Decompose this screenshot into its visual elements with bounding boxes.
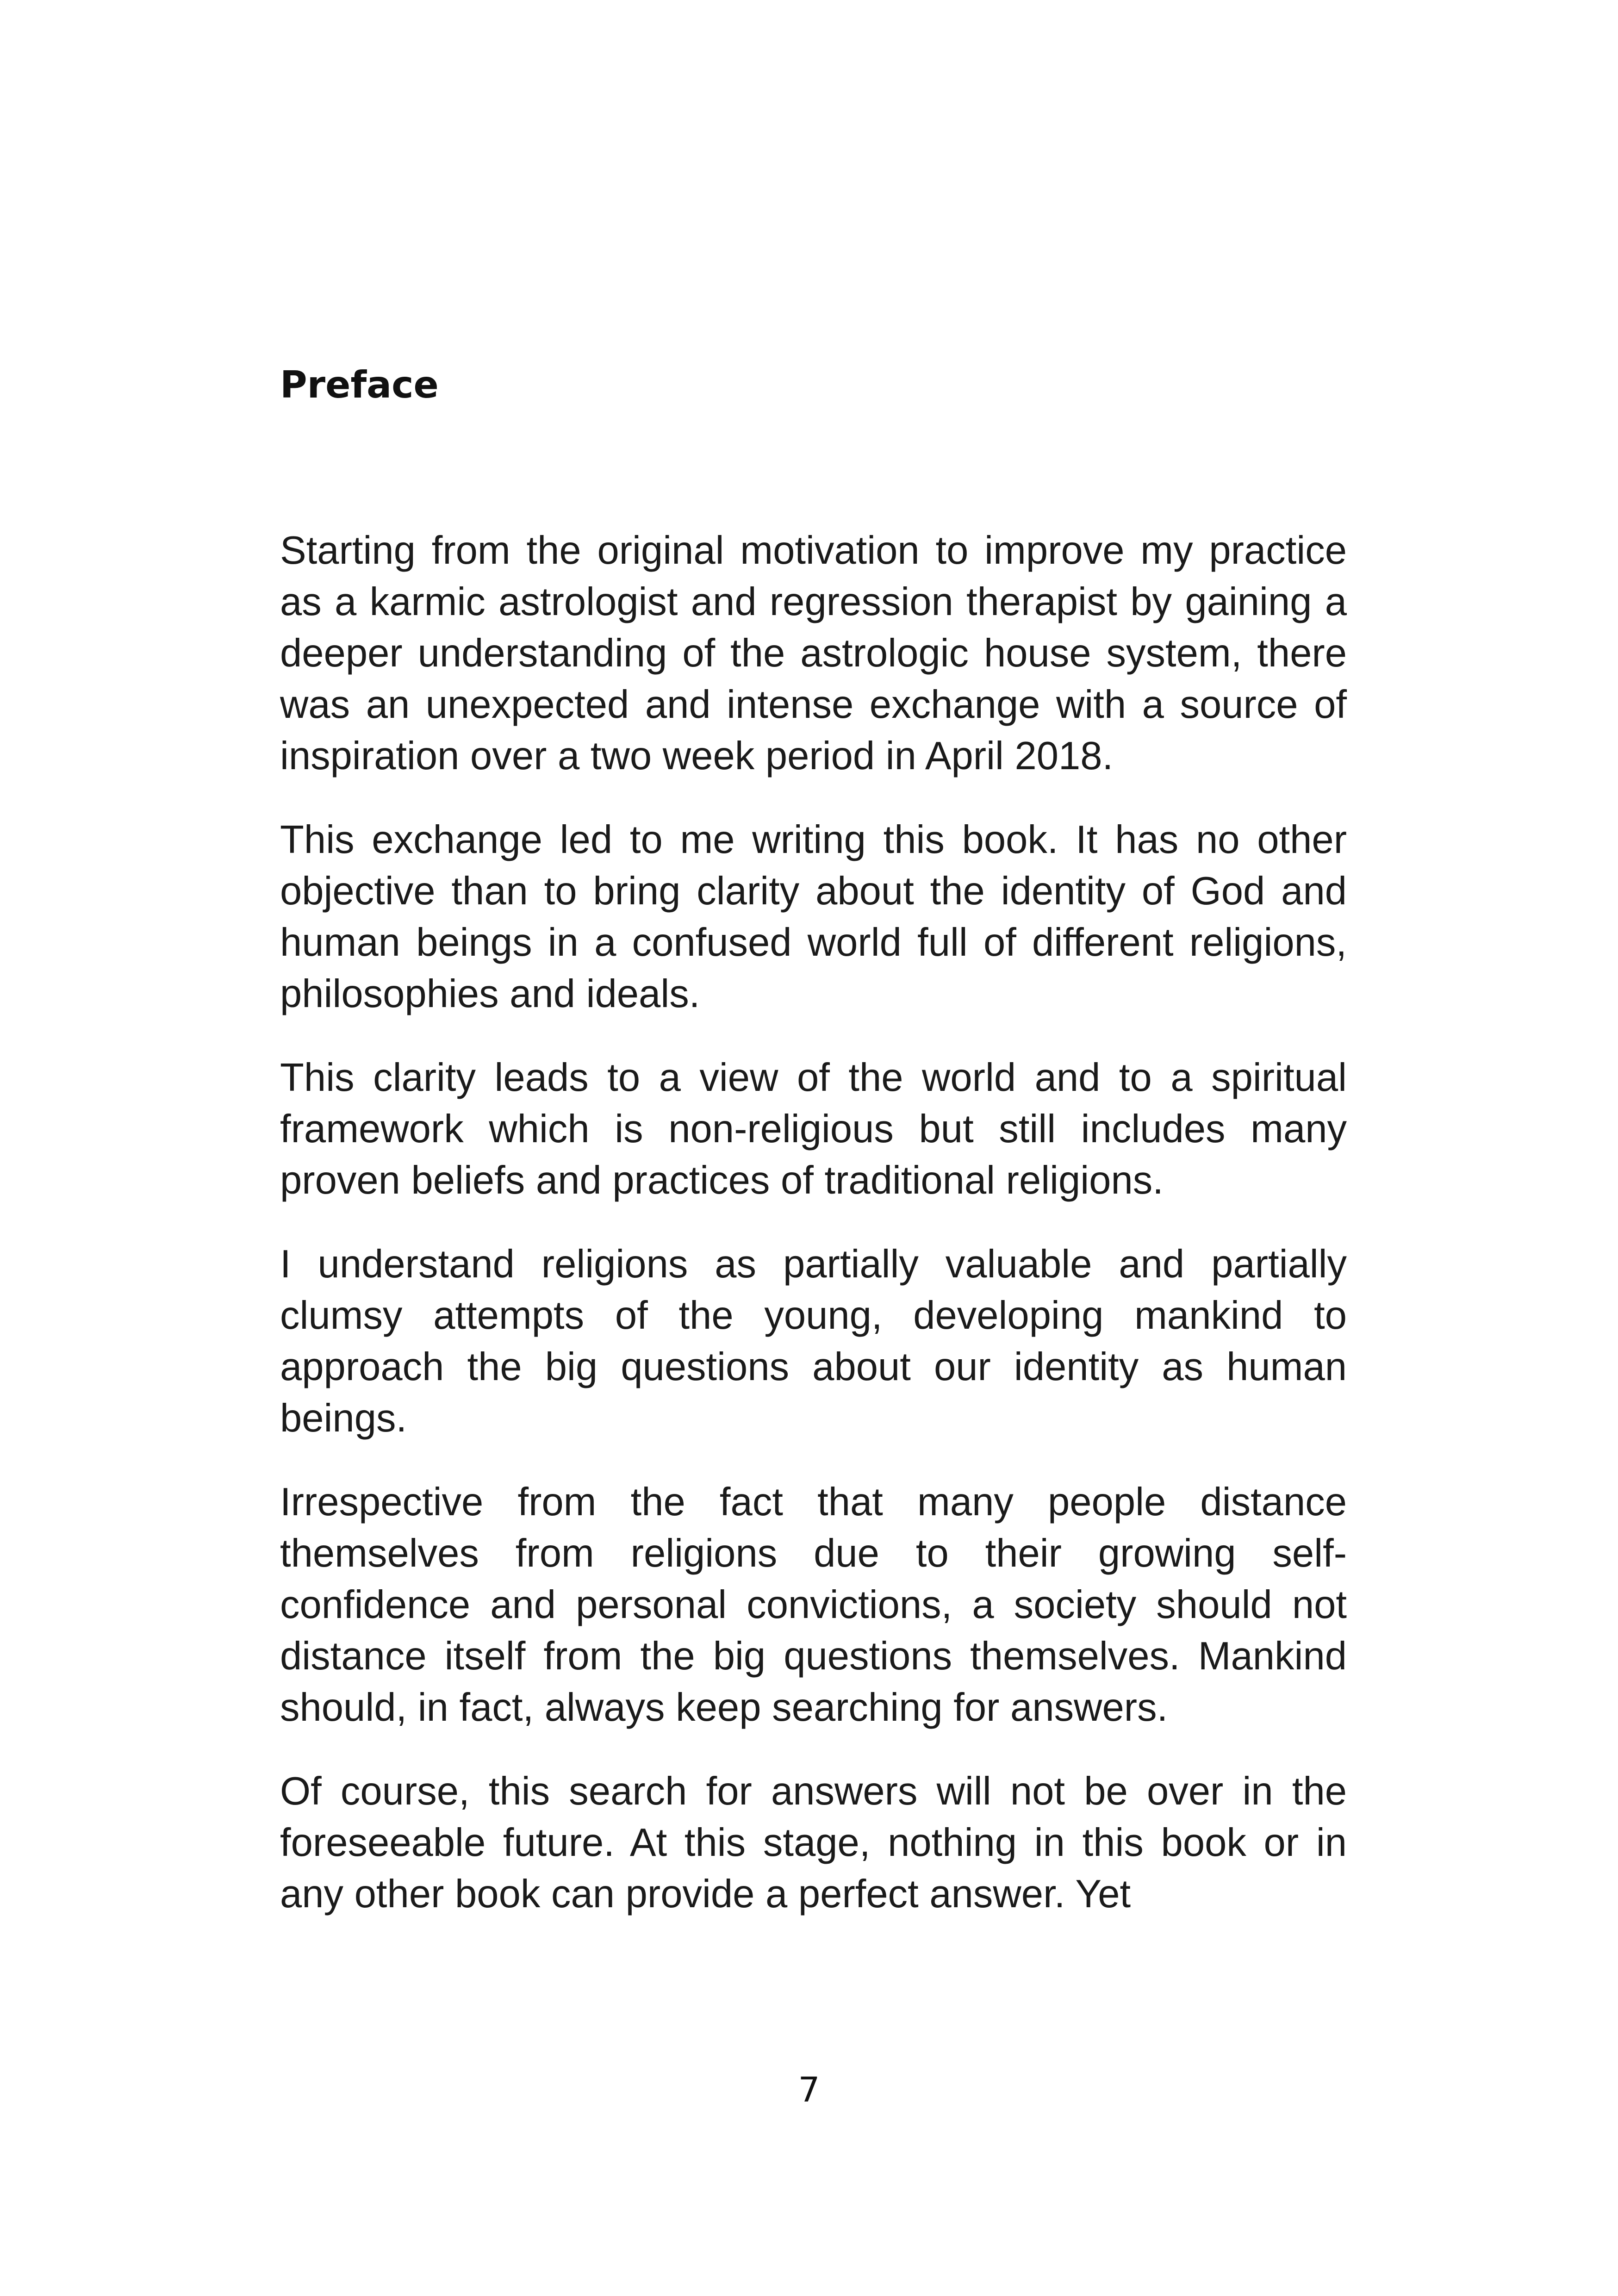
paragraph-5: Irrespective from the fact that many people distance themselves from religions due to their growing self-confidence and personal convictions, a society should not distance itself from the big questions themselves. Mankind should, in fact, always keep searching for answers. bbox=[280, 1480, 1347, 1730]
paragraph-6: Of course, this search for answers will not be over in the foreseeable future. At this stage, nothing in this book or in any other book can provide a perfect answer. Yet bbox=[280, 1769, 1347, 1916]
paragraph-3: This clarity leads to a view of the world and to a spiritual framework which is non-religious but still includes many proven beliefs and practices of traditional religions. bbox=[280, 1056, 1347, 1202]
page-heading: Preface bbox=[280, 363, 439, 406]
body-text bbox=[280, 525, 1347, 1952]
paragraph-1: Starting from the original motivation to improve my practice as a karmic astrologist and regression therapist by gaining a deeper understanding of the astrologic house system, there was an unexpected and intense exchange with a source of inspiration over a two week period in April 2018. bbox=[280, 529, 1347, 778]
page-number: 7 bbox=[798, 2070, 820, 2110]
paragraph-4: I understand religions as partially valuable and partially clumsy attempts of the young, developing mankind to approach the big questions about our identity as human beings. bbox=[280, 1242, 1347, 1440]
paragraph-2: This exchange led to me writing this book. It has no other objective than to bring clarity about the identity of God and human beings in a confused world full of different religions, philosophies and ideals. bbox=[280, 818, 1347, 1016]
